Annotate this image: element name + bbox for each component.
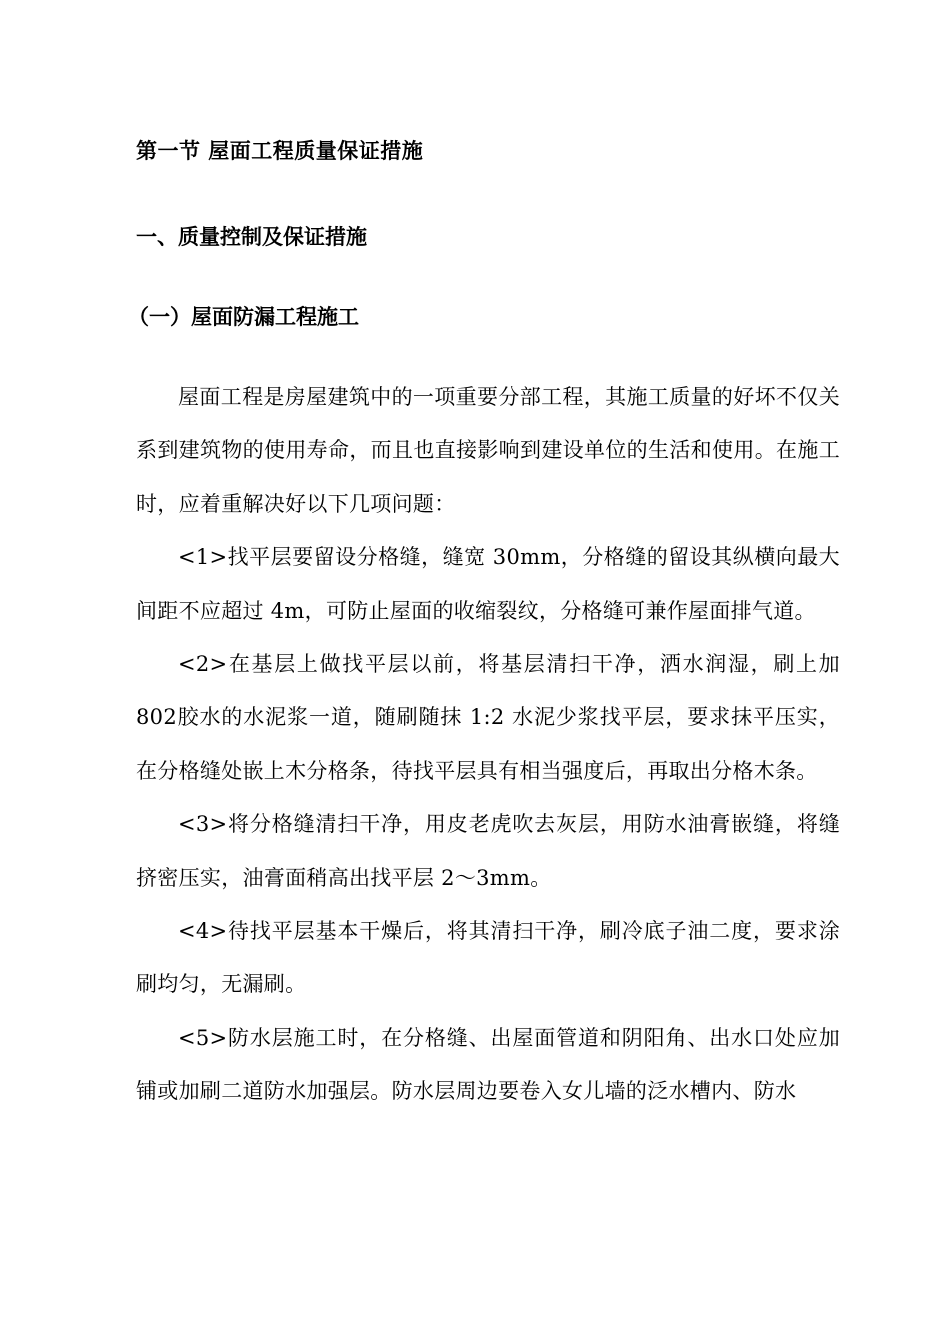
item-paragraph-4: <4>待找平层基本干燥后，将其清扫干净，刷冷底子油二度，要求涂刷均匀，无漏刷。 [136, 919, 840, 997]
item-paragraph-2: <2>在基层上做找平层以前，将基层清扫干净，洒水润湿，刷上加 802胶水的水泥浆一道，随刷随抹 1:2 水泥少浆找平层，要求抹平压实，在分格缝处嵌上木分格条，待找平层具有相当强度后，再取出分格木条。 [136, 652, 840, 783]
document-body [128, 126, 840, 1119]
item-paragraph-3: <3>将分格缝清扫干净，用皮老虎吹去灰层，用防水油膏嵌缝，将缝挤密压实，油膏面稍高出找平层 2～3mm。 [136, 812, 840, 890]
section-title: 第一节 屋面工程质量保证措施 [136, 138, 424, 163]
heading-roof-leak-prevention: （一）屋面防漏工程施工 [128, 304, 359, 329]
item-paragraph-5: <5>防水层施工时，在分格缝、出屋面管道和阴阳角、出水口处应加铺或加刷二道防水加强层。防水层周边要卷入女儿墙的泛水槽内、防水 [136, 1025, 840, 1104]
item-paragraph-1: <1>找平层要留设分格缝，缝宽 30mm，分格缝的留设其纵横向最大间距不应超过 4m，可防止屋面的收缩裂纹，分格缝可兼作屋面排气道。 [136, 545, 840, 623]
intro-paragraph: 屋面工程是房屋建筑中的一项重要分部工程，其施工质量的好坏不仅关系到建筑物的使用寿命，而且也直接影响到建设单位的生活和使用。在施工时，应着重解决好以下几项问题： [136, 385, 840, 516]
heading-quality-control: 一、质量控制及保证措施 [136, 224, 367, 249]
